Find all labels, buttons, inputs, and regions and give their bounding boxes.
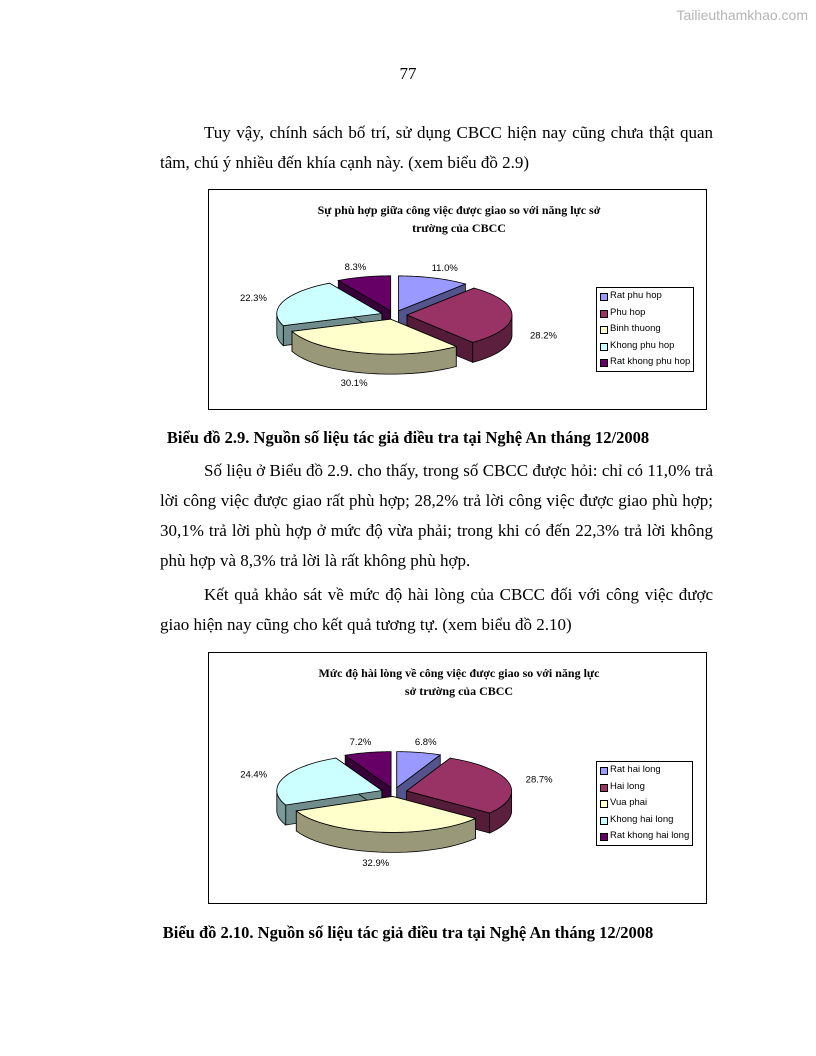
legend-label: Rat hai long — [610, 764, 661, 775]
legend-item — [597, 305, 693, 322]
legend-label: Khong phu hop — [610, 339, 675, 351]
chart-legend — [596, 287, 694, 372]
legend-swatch — [600, 293, 608, 301]
chart-2-10 — [208, 652, 707, 904]
legend-item — [597, 812, 692, 829]
legend-item — [597, 354, 693, 371]
legend-item — [597, 795, 692, 812]
legend-swatch — [600, 343, 608, 351]
data-label: 32.9% — [362, 857, 390, 869]
legend-label: Binh thuong — [610, 323, 661, 334]
paragraph-analysis: Số liệu ở Biểu đồ 2.9. cho thấy, trong số CBCC được hỏi: chỉ có 11,0% trả lời công việc được giao rất phù hợp; 28,2% trả lời công việc được giao phù hợp; 30,1% trả lời phù hợp ở mức độ vừa phải; trong khi có đến 22,3% trả lời không phù hợp và 8,3% trả lời là rất không phù hợp. — [160, 461, 713, 570]
legend-item — [597, 321, 693, 338]
legend-swatch — [600, 833, 608, 841]
legend-label: Khong hai long — [610, 813, 674, 825]
legend-item — [597, 762, 692, 779]
legend-swatch — [600, 359, 608, 367]
chart-caption: Biểu đồ 2.10. Nguồn số liệu tác giả điều tra tại Nghệ An tháng 12/2008 — [162, 923, 654, 942]
legend-swatch — [600, 326, 608, 334]
chart-title: Mức độ hài lòng về công việc được giao so với năng lực sở trường của CBCC — [318, 666, 600, 698]
watermark: Tailieuthamkhao.com — [676, 7, 808, 23]
page-number: 77 — [399, 64, 417, 83]
data-label: 22.3% — [239, 293, 267, 305]
data-label: 24.4% — [240, 769, 268, 781]
legend-swatch — [600, 767, 608, 775]
data-label: 11.0% — [431, 263, 458, 275]
data-label: 6.8% — [414, 736, 437, 748]
paragraph-survey: Kết quả khảo sát về mức độ hài lòng của CBCC đối với công việc được giao hiện nay cũng cho kết quả tương tự. (xem biểu đồ 2.10) — [160, 585, 713, 634]
legend-label: Vua phai — [610, 797, 648, 808]
data-label: 8.3% — [344, 261, 367, 273]
paragraph-intro: Tuy vậy, chính sách bố trí, sử dụng CBCC hiện nay cũng chưa thật quan tâm, chú ý nhiều đến khía cạnh này. (xem biểu đồ 2.9) — [160, 123, 713, 172]
legend-label: Phu hop — [610, 306, 646, 318]
chart-legend — [596, 761, 693, 846]
legend-swatch — [600, 310, 608, 318]
legend-label: Rat khong hai long — [610, 830, 690, 841]
chart-caption: Biểu đồ 2.9. Nguồn số liệu tác giả điều tra tại Nghệ An tháng 12/2008 — [166, 428, 650, 447]
legend-item — [597, 288, 693, 305]
data-label: 28.2% — [530, 330, 557, 342]
legend-swatch — [600, 800, 608, 808]
chart-2-9 — [208, 189, 707, 410]
data-label: 7.2% — [349, 737, 372, 749]
legend-label: Hai long — [610, 780, 645, 792]
data-label: 30.1% — [340, 378, 368, 390]
legend-item — [597, 828, 692, 845]
legend-item — [597, 779, 692, 796]
legend-label: Rat khong phu hop — [610, 356, 691, 367]
legend-swatch — [600, 817, 608, 825]
legend-swatch — [600, 784, 608, 792]
chart-title: Sự phù hợp giữa công việc được giao so với năng lực sở trường của CBCC — [317, 203, 601, 235]
legend-item — [597, 338, 693, 355]
legend-label: Rat phu hop — [610, 290, 662, 301]
data-label: 28.7% — [525, 774, 553, 786]
